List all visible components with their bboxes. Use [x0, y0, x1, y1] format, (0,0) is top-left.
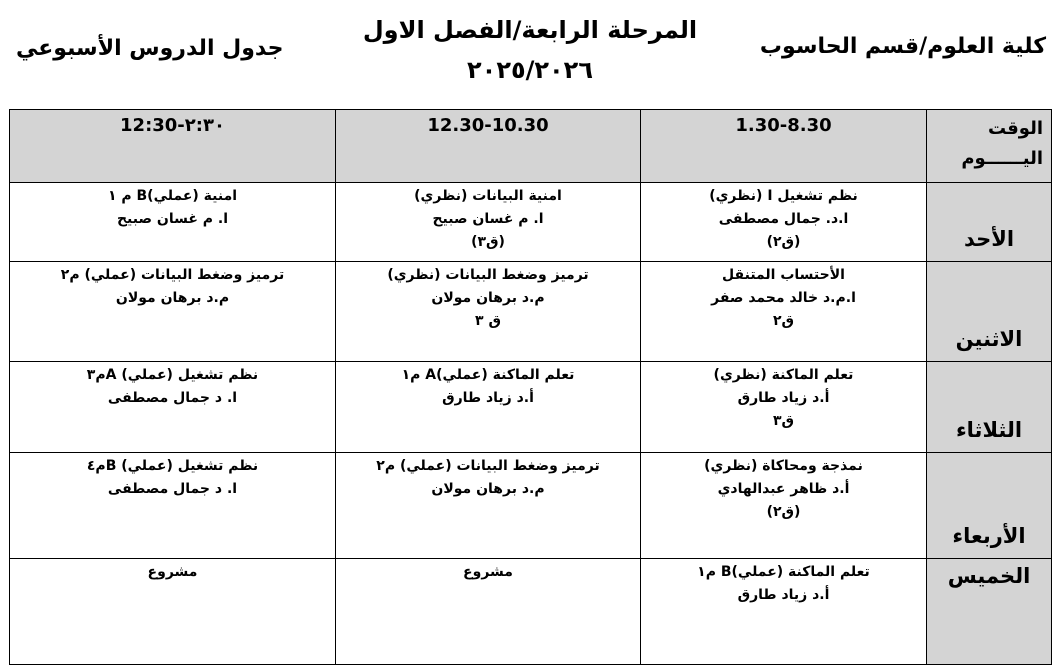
- day-cell: الخميس: [927, 559, 1052, 665]
- instructor-name: ا.د. جمال مصطفى: [718, 211, 849, 227]
- course-name: تعلم الماكنة (عملي)B م١: [697, 564, 870, 580]
- course-name: امنية (عملي)B م ١: [107, 188, 238, 204]
- schedule-table: [9, 109, 1052, 665]
- instructor-name: ا. د جمال مصطفى: [107, 481, 238, 497]
- instructor-name: ا.م.د خالد محمد صفر: [711, 290, 856, 306]
- course-name: تعلم الماكنة (عملي)A م١: [401, 367, 575, 383]
- row-sunday: [10, 183, 1052, 262]
- time-label: الوقت: [987, 118, 1043, 139]
- lesson-cell: [641, 183, 927, 262]
- day-label: اليــــــوم: [961, 148, 1043, 169]
- instructor-name: ا. م غسان صبيح: [432, 211, 544, 227]
- period-label: 1.30-8.30: [735, 115, 832, 136]
- lesson-cell: [10, 262, 336, 362]
- lesson-cell: [641, 559, 927, 665]
- instructor-name: أ.د زياد طارق: [737, 390, 830, 406]
- room-label: (ق٣): [471, 234, 505, 250]
- course-name: نظم تشغيل (عملي) Aم٣: [86, 367, 259, 383]
- row-thursday: [10, 559, 1052, 665]
- course-name: نظم تشغيل (عملي) Bم٤: [86, 458, 259, 474]
- period-label: 12:30-٢:٣٠: [120, 115, 225, 136]
- day-cell: الثلاثاء: [927, 362, 1052, 453]
- course-name: ترميز وضغط البيانات (نظري): [387, 267, 589, 283]
- lesson-cell: [336, 262, 641, 362]
- lesson-cell: [641, 362, 927, 453]
- stage-semester-title: المرحلة الرابعة/الفصل الاول: [362, 16, 698, 44]
- room-label: (ق٢): [766, 504, 801, 520]
- lesson-cell: [336, 559, 641, 665]
- row-monday: [10, 262, 1052, 362]
- lesson-cell: [641, 453, 927, 559]
- corner-cell: [927, 110, 1052, 183]
- lesson-cell: [336, 362, 641, 453]
- project-label: مشروع: [147, 564, 198, 580]
- instructor-name: م.د برهان مولان: [115, 290, 230, 306]
- room-label: (ق٢): [766, 234, 801, 250]
- room-label: ق ٣: [475, 313, 501, 329]
- course-name: نمذجة ومحاكاة (نظري): [704, 458, 863, 474]
- course-name: ترميز وضغط البيانات (عملي) م٢: [60, 267, 285, 283]
- course-name: ترميز وضغط البيانات (عملي) م٢: [376, 458, 600, 474]
- instructor-name: م.د برهان مولان: [431, 290, 545, 306]
- instructor-name: أ.د زياد طارق: [737, 587, 830, 603]
- lesson-cell: [336, 183, 641, 262]
- instructor-name: ا. د جمال مصطفى: [107, 390, 238, 406]
- day-cell: الأحد: [927, 183, 1052, 262]
- course-name: تعلم الماكنة (نظري): [713, 367, 854, 383]
- academic-year: ٢٠٢٥/٢٠٢٦: [467, 56, 593, 84]
- lesson-cell: [641, 262, 927, 362]
- period-header-3: [10, 110, 336, 183]
- period-header-1: [641, 110, 927, 183]
- lesson-cell: [10, 559, 336, 665]
- course-name: امنية البيانات (نظري): [414, 188, 562, 204]
- instructor-name: م.د برهان مولان: [431, 481, 545, 497]
- row-wednesday: [10, 453, 1052, 559]
- room-label: ق٣: [772, 413, 795, 429]
- weekly-schedule-title: جدول الدروس الأسبوعي: [16, 36, 284, 61]
- header-row: [10, 110, 1052, 183]
- day-cell: الاثنين: [927, 262, 1052, 362]
- room-label: ق٢: [772, 313, 795, 329]
- instructor-name: أ.د ظاهر عبدالهادي: [717, 481, 850, 497]
- lesson-cell: [10, 183, 336, 262]
- course-name: نظم تشغيل I (نظري): [709, 188, 858, 204]
- lesson-cell: [336, 453, 641, 559]
- period-label: 12.30-10.30: [427, 115, 549, 136]
- day-cell: الأربعاء: [927, 453, 1052, 559]
- lesson-cell: [10, 453, 336, 559]
- college-department-title: كلية العلوم/قسم الحاسوب: [759, 34, 1046, 59]
- lesson-cell: [10, 362, 336, 453]
- period-header-2: [336, 110, 641, 183]
- instructor-name: أ.د زياد طارق: [442, 390, 534, 406]
- project-label: مشروع: [463, 564, 513, 580]
- row-tuesday: [10, 362, 1052, 453]
- instructor-name: ا. م غسان صبيح: [116, 211, 229, 227]
- course-name: الأحتساب المتنقل: [722, 267, 845, 283]
